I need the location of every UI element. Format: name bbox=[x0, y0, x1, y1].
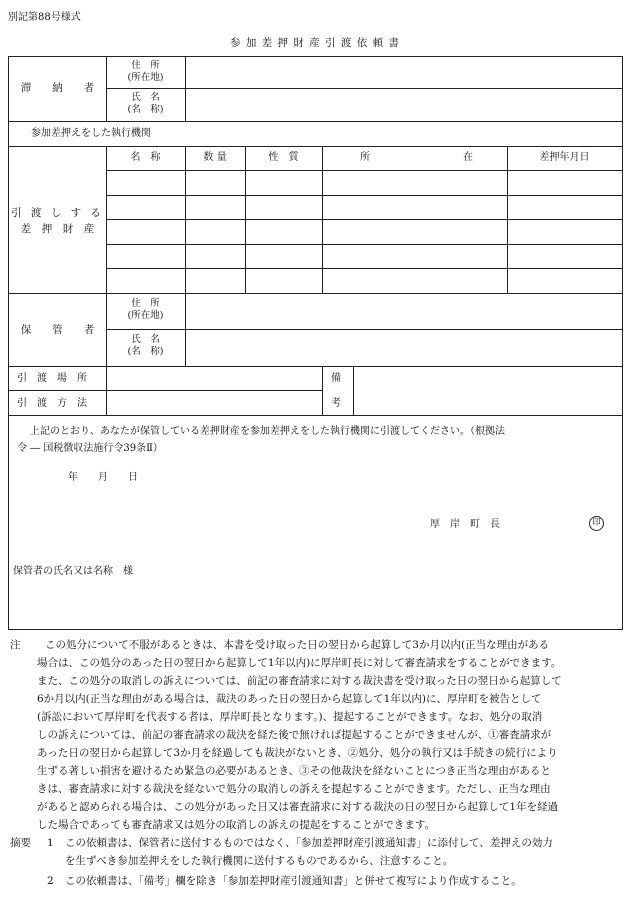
seal-mark: 印 bbox=[589, 516, 604, 531]
property-rows-area[interactable] bbox=[107, 171, 622, 293]
custodian-address-label: 住 所 (所在地) bbox=[127, 298, 164, 321]
summary-item-line: を生ずべき参加差押えをした執行機関に送付するものであるから、注意すること。 bbox=[65, 855, 454, 867]
delinquent-name-field[interactable] bbox=[186, 89, 622, 121]
divider bbox=[322, 366, 323, 415]
summary-label: 摘要 bbox=[10, 837, 31, 849]
summary-item-line: この依頼書は、「備考」欄を除き「参加差押財産引渡通知書」と併せて複写により作成すること。 bbox=[65, 875, 522, 887]
custodian-address-field[interactable] bbox=[186, 294, 622, 329]
request-form bbox=[8, 56, 623, 630]
divider bbox=[9, 146, 622, 147]
summary-item-number: 2 bbox=[47, 875, 54, 887]
note-line: この処分について不服があるときは、本書を受け取った日の翌日から起算して3か月以内(正当な理由がある bbox=[45, 639, 550, 651]
custodian-name-salutation: 保管者の氏名又は名称 様 bbox=[13, 566, 133, 577]
delinquent-address-label: 住 所 (所在地) bbox=[127, 60, 164, 83]
form-number: 別記第88号様式 bbox=[8, 12, 81, 23]
note-line: あった日の翌日から起算して3か月を経過しても裁決がないとき、②処分、処分の執行又は手続きの続行により bbox=[37, 747, 558, 759]
delivery-place-label: 引 渡 場 所 bbox=[17, 373, 87, 384]
custodian-name-field[interactable] bbox=[186, 330, 622, 366]
divider bbox=[9, 415, 622, 416]
note-line: 6か月以内(正当な理由がある場合は、裁決のあった日の翌日から起算して1年以内)に、厚岸町を被告として bbox=[37, 693, 542, 705]
executing-agency-label: 参加差押えをした執行機関 bbox=[31, 128, 151, 139]
executing-agency-field[interactable] bbox=[189, 122, 622, 146]
column-seizure-date: 差押年月日 bbox=[539, 152, 590, 163]
remarks-field[interactable] bbox=[354, 367, 622, 415]
custodian-label: 保 管 者 bbox=[20, 324, 95, 336]
delivery-method-field[interactable] bbox=[107, 391, 322, 415]
note-line: した場合であっても審査請求又は処分の取消しの訴えの提起をすることができます。 bbox=[37, 819, 436, 831]
note-line: 生ずる著しい損害を避けるため緊急の必要があるとき、③その他裁決を経ないことにつき正当な理由があると bbox=[37, 765, 551, 777]
delinquent-label: 滞 納 者 bbox=[20, 82, 95, 94]
column-location-part1: 所 bbox=[360, 152, 370, 163]
note-label: 注 bbox=[10, 639, 21, 651]
summary-item-line: この依頼書は、保管者に送付するものではなく、「参加差押財産引渡通知書」に添付して、差押えの効力 bbox=[65, 837, 553, 849]
custodian-name-label: 氏 名 (名 称) bbox=[127, 334, 164, 357]
issuer-title: 厚 岸 町 長 bbox=[430, 519, 500, 530]
column-nature: 性 質 bbox=[268, 152, 299, 163]
request-date: 年 月 日 bbox=[68, 472, 138, 483]
column-quantity: 数 量 bbox=[203, 152, 227, 163]
note-line: しの訴えについては、前記の審査請求の裁決を経た後で無ければ提起することができませんが、①審査請求が bbox=[37, 729, 552, 741]
note-line: きは、審査請求に対する裁決を経ないで処分の取消しの訴えを提起することができます。ただし、正当な理由 bbox=[37, 783, 551, 795]
form-title: 参 加 差 押 財 産 引 渡 依 頼 書 bbox=[230, 37, 400, 49]
property-label: 引 渡 し す る 差 押 財 産 bbox=[11, 207, 104, 235]
summary-item-number: 1 bbox=[47, 837, 54, 849]
notes-section bbox=[0, 636, 630, 915]
column-name: 名 称 bbox=[130, 152, 161, 163]
delinquent-address-field[interactable] bbox=[186, 57, 622, 88]
request-body-line2: 令 ― 国税徴収法施行令39条Ⅱ） bbox=[17, 443, 163, 454]
note-line: (訴訟において厚岸町を代表する者は、厚岸町長となります。)、提起することができます。なお、処分の取消 bbox=[37, 711, 543, 723]
remarks-label-top: 備 bbox=[331, 373, 341, 384]
note-line: があると認められる場合は、この処分があった日又は審査請求に対する裁決の日の翌日から起算して1年を経過 bbox=[37, 801, 559, 813]
remarks-label-bottom: 考 bbox=[331, 398, 341, 409]
delinquent-name-label: 氏 名 (名 称) bbox=[127, 92, 164, 115]
delivery-place-field[interactable] bbox=[107, 367, 322, 390]
note-line: 場合は、この処分のあった日の翌日から起算して1年以内)に厚岸町長に対して審査請求をすることができます。 bbox=[37, 657, 562, 669]
delivery-method-label: 引 渡 方 法 bbox=[17, 398, 87, 409]
note-line: また、この処分の取消しの訴えについては、前記の審査請求に対する裁決書を受け取った日の翌日から起算して bbox=[37, 675, 562, 687]
request-body-line1: 上記のとおり、あなたが保管している差押財産を参加差押えをした執行機関に引渡してください。（根拠法 bbox=[30, 426, 505, 437]
column-location-part2: 在 bbox=[463, 152, 473, 163]
